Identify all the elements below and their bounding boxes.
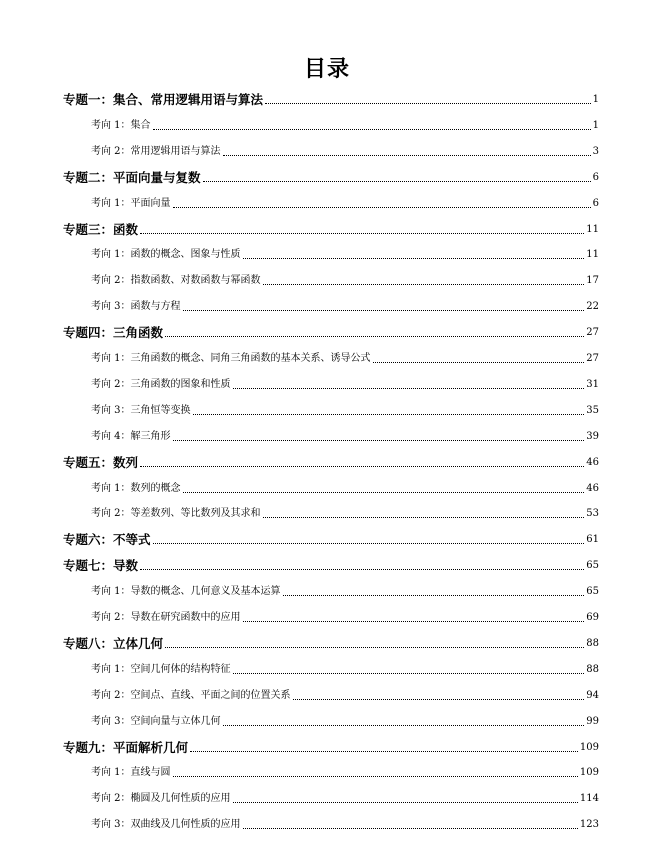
dot-leader: [243, 621, 585, 622]
toc-section-entry[interactable]: [91, 403, 599, 419]
toc-entry-page-number: 1: [592, 119, 599, 131]
toc-chapter-entry[interactable]: [63, 92, 599, 108]
dot-leader: [140, 466, 584, 467]
toc-entry-label: 考向 2：导数在研究函数中的应用: [91, 612, 241, 623]
dot-leader: [173, 207, 591, 208]
toc-entry-page-number: 88: [586, 637, 599, 649]
toc-entry-page-number: 27: [586, 353, 599, 364]
toc-entry-label: 考向 3：空间向量与立体几何: [91, 715, 221, 727]
toc-chapter-entry[interactable]: [63, 558, 599, 574]
toc-entry-label: 专题一：集合、常用逻辑用语与算法: [63, 92, 264, 107]
dot-leader: [233, 802, 578, 803]
toc-section-entry[interactable]: [91, 791, 599, 807]
toc-entry-page-number: 39: [586, 430, 599, 442]
toc-entry-label: 专题四：三角函数: [63, 325, 164, 341]
toc-entry-label: 考向 3：双曲线及几何性质的应用: [91, 819, 241, 831]
toc-entry-label: 专题七：导数: [63, 558, 139, 574]
toc-entry-label: 专题五：数列: [63, 454, 139, 470]
toc-entry-label: 专题六：不等式: [63, 532, 151, 548]
toc-entry-label: 考向 2：常用逻辑用语与算法: [91, 145, 221, 157]
toc-entry-page-number: 46: [586, 456, 599, 468]
toc-entry-page-number: 65: [586, 560, 599, 572]
toc-section-entry[interactable]: [91, 765, 599, 781]
toc-entry-label: 专题九：平面解析几何: [63, 739, 189, 755]
toc-entry-label: 专题二：平面向量与复数: [63, 169, 201, 185]
toc-entry-page-number: 27: [586, 327, 599, 339]
toc-chapter-entry[interactable]: [63, 455, 599, 471]
toc-entry-page-number: 1: [592, 94, 599, 105]
dot-leader: [265, 103, 591, 104]
toc-entry-page-number: 69: [586, 612, 599, 623]
toc-entry-label: 考向 1：函数的概念、图象与性质: [91, 249, 241, 261]
toc-entry-page-number: 22: [586, 301, 599, 313]
dot-leader: [203, 181, 591, 182]
toc-section-entry[interactable]: [91, 196, 599, 212]
toc-entry-page-number: 99: [586, 715, 599, 727]
toc-entry-label: 考向 3：函数与方程: [91, 301, 181, 313]
toc-entry-page-number: 11: [586, 223, 599, 235]
toc-entry-page-number: 35: [586, 404, 599, 416]
toc-chapter-entry[interactable]: [63, 532, 599, 548]
dot-leader: [140, 569, 584, 570]
toc-entry-label: 考向 3：三角恒等变换: [91, 404, 191, 416]
dot-leader: [223, 725, 585, 726]
toc-section-entry[interactable]: [91, 429, 599, 445]
dot-leader: [283, 595, 585, 596]
toc-entry-page-number: 61: [586, 534, 599, 546]
toc-entry-label: 考向 2：空间点、直线、平面之间的位置关系: [91, 689, 291, 701]
toc-entry-label: 考向 1：三角函数的概念、同角三角函数的基本关系、诱导公式: [91, 353, 371, 364]
dot-leader: [153, 543, 585, 544]
toc-entry-page-number: 17: [586, 275, 599, 287]
toc-chapter-entry[interactable]: [63, 636, 599, 652]
toc-entry-page-number: 11: [586, 249, 599, 261]
toc-section-entry[interactable]: [91, 714, 599, 730]
toc-entry-page-number: 6: [592, 197, 599, 209]
toc-entry-label: 专题八：立体几何: [63, 635, 164, 651]
dot-leader: [183, 310, 585, 311]
toc-entry-label: 考向 2：等差数列、等比数列及其求和: [91, 508, 261, 520]
dot-leader: [173, 776, 578, 777]
dot-leader: [153, 129, 591, 130]
toc-entry-label: 考向 1：数列的概念: [91, 482, 181, 494]
toc-chapter-entry[interactable]: [63, 325, 599, 341]
toc-section-entry[interactable]: [91, 688, 599, 704]
toc-entry-page-number: 6: [592, 171, 599, 183]
toc-entry-label: 考向 1：平面向量: [91, 197, 171, 209]
toc-entry-page-number: 31: [586, 378, 599, 390]
toc-section-entry[interactable]: [91, 481, 599, 497]
toc-section-entry[interactable]: [91, 144, 599, 160]
toc-section-entry[interactable]: [91, 247, 599, 263]
toc-section-entry[interactable]: [91, 506, 599, 522]
toc-entry-page-number: 123: [579, 819, 599, 831]
toc-entry-label: 考向 1：直线与圆: [91, 767, 171, 779]
dot-leader: [223, 155, 591, 156]
toc-section-entry[interactable]: [91, 273, 599, 289]
dot-leader: [190, 751, 578, 752]
dot-leader: [233, 388, 585, 389]
toc-chapter-entry[interactable]: [63, 170, 599, 186]
page-title: 目录: [303, 57, 350, 82]
dot-leader: [243, 828, 578, 829]
dot-leader: [183, 492, 585, 493]
toc-section-entry[interactable]: [91, 662, 599, 678]
toc-entry-page-number: 114: [579, 793, 599, 805]
toc-entry-page-number: 109: [579, 767, 599, 779]
toc-entry-label: 专题三：函数: [63, 221, 139, 237]
dot-leader: [233, 673, 585, 674]
dot-leader: [140, 233, 584, 234]
dot-leader: [193, 414, 585, 415]
toc-section-entry[interactable]: [91, 584, 599, 600]
dot-leader: [165, 647, 584, 648]
toc-entry-page-number: 65: [586, 586, 599, 598]
toc-entry-label: 考向 1：空间几何体的结构特征: [91, 663, 231, 675]
toc-entry-label: 考向 1：集合: [91, 119, 151, 131]
dot-leader: [243, 258, 585, 259]
dot-leader: [165, 336, 584, 337]
toc-entry-label: 考向 4：解三角形: [91, 430, 171, 442]
dot-leader: [173, 440, 585, 441]
dot-leader: [373, 362, 585, 363]
dot-leader: [293, 699, 585, 700]
toc-entry-page-number: 109: [579, 741, 599, 753]
toc-entry-page-number: 3: [592, 145, 599, 157]
toc-entry-label: 考向 1：导数的概念、几何意义及基本运算: [91, 586, 281, 598]
dot-leader: [263, 284, 585, 285]
toc-chapter-entry[interactable]: [63, 740, 599, 756]
toc-entry-page-number: 53: [586, 508, 599, 520]
toc-entry-page-number: 46: [586, 482, 599, 494]
toc-entry-label: 考向 2：椭圆及几何性质的应用: [91, 793, 231, 805]
toc-section-entry[interactable]: [91, 299, 599, 315]
toc-section-entry[interactable]: [91, 351, 599, 367]
toc-chapter-entry[interactable]: [63, 222, 599, 238]
toc-entry-page-number: 88: [586, 663, 599, 675]
toc-section-entry[interactable]: [91, 377, 599, 393]
toc-section-entry[interactable]: [91, 118, 599, 134]
toc-entry-label: 考向 2：三角函数的图象和性质: [91, 378, 231, 390]
toc-entry-page-number: 94: [586, 689, 599, 701]
toc-entry-label: 考向 2：指数函数、对数函数与幂函数: [91, 275, 261, 287]
toc-section-entry[interactable]: [91, 817, 599, 833]
dot-leader: [263, 517, 585, 518]
toc-section-entry[interactable]: [91, 610, 599, 626]
